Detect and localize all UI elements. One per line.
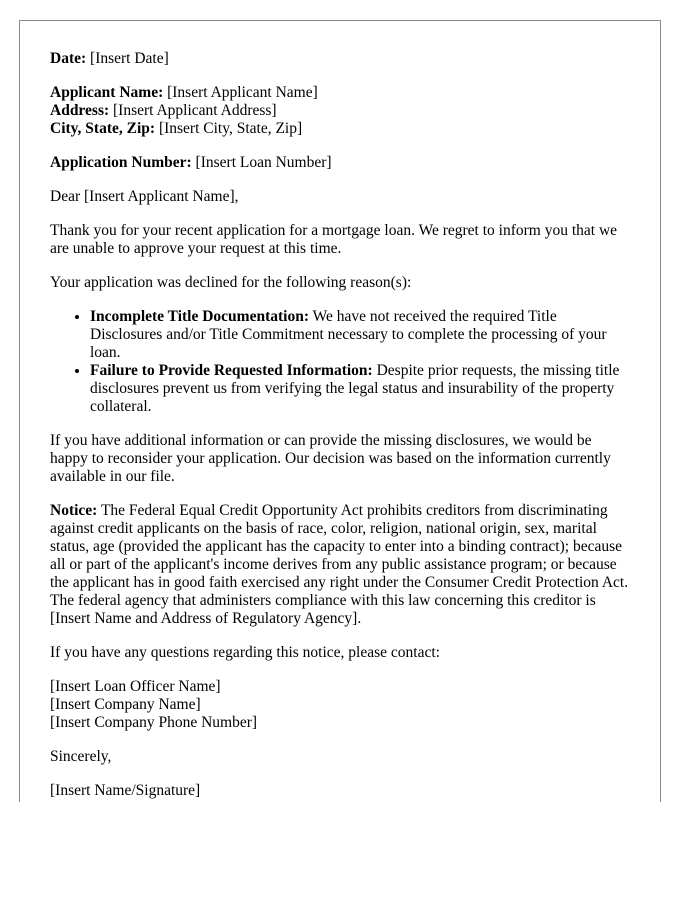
reason-text: We have not received the required Title Disclosures and/or Title Commitment necessary to complete the processing of your loan. [90, 308, 607, 361]
notice-paragraph [50, 502, 630, 628]
notice-text: The Federal Equal Credit Opportunity Act prohibits creditors from discriminating against credit applicants on the basis of race, color, religion, national origin, sex, marital status, age (provided the applicant has the capacity to enter into a binding contract); because all or part of the applicant's income derives from any public assistance program; or because the applicant has in good faith exercised any right under the Consumer Credit Protection Act. The federal agency that administers compliance with this law concerning this creditor is [Insert Name and Address of Regulatory Agency]. [50, 502, 629, 627]
salutation: Dear [Insert Applicant Name], [50, 188, 239, 205]
loan-officer-name: [Insert Loan Officer Name] [50, 678, 221, 695]
application-number-label: Application Number: [50, 154, 192, 171]
city-label: City, State, Zip: [50, 120, 156, 137]
letter-page [19, 20, 661, 802]
reasons-list [50, 308, 630, 416]
date-value: [Insert Date] [90, 50, 169, 67]
reason-item [90, 308, 630, 362]
contact-intro: If you have any questions regarding this notice, please contact: [50, 644, 440, 661]
city-line [50, 120, 630, 138]
contact-block [50, 678, 630, 732]
application-number-line [50, 154, 630, 172]
closing: Sincerely, [50, 748, 112, 765]
reasons-intro: Your application was declined for the following reason(s): [50, 274, 412, 291]
reconsider-paragraph: If you have additional information or can provide the missing disclosures, we would be happy to reconsider your application. Our decision was based on the information currently available in our file. [50, 432, 611, 485]
applicant-name-value: [Insert Applicant Name] [167, 84, 318, 101]
notice-label: Notice: [50, 502, 98, 519]
date-label: Date: [50, 50, 87, 67]
signature: [Insert Name/Signature] [50, 782, 201, 799]
applicant-name-label: Applicant Name: [50, 84, 164, 101]
company-phone: [Insert Company Phone Number] [50, 714, 258, 731]
address-value: [Insert Applicant Address] [113, 102, 277, 119]
reason-title: Incomplete Title Documentation: [90, 308, 309, 325]
applicant-block [50, 84, 630, 138]
address-label: Address: [50, 102, 110, 119]
date-line [50, 50, 630, 68]
company-name: [Insert Company Name] [50, 696, 201, 713]
address-line [50, 102, 630, 120]
reason-text: Despite prior requests, the missing title disclosures prevent us from verifying the legal status and insurability of the property collateral. [90, 362, 620, 415]
city-value: [Insert City, State, Zip] [158, 120, 303, 137]
applicant-name-line [50, 84, 630, 102]
reason-title: Failure to Provide Requested Information: [90, 362, 373, 379]
reason-item [90, 362, 630, 416]
intro-paragraph: Thank you for your recent application for a mortgage loan. We regret to inform you that we are unable to approve your request at this time. [50, 222, 618, 257]
application-number-value: [Insert Loan Number] [195, 154, 332, 171]
